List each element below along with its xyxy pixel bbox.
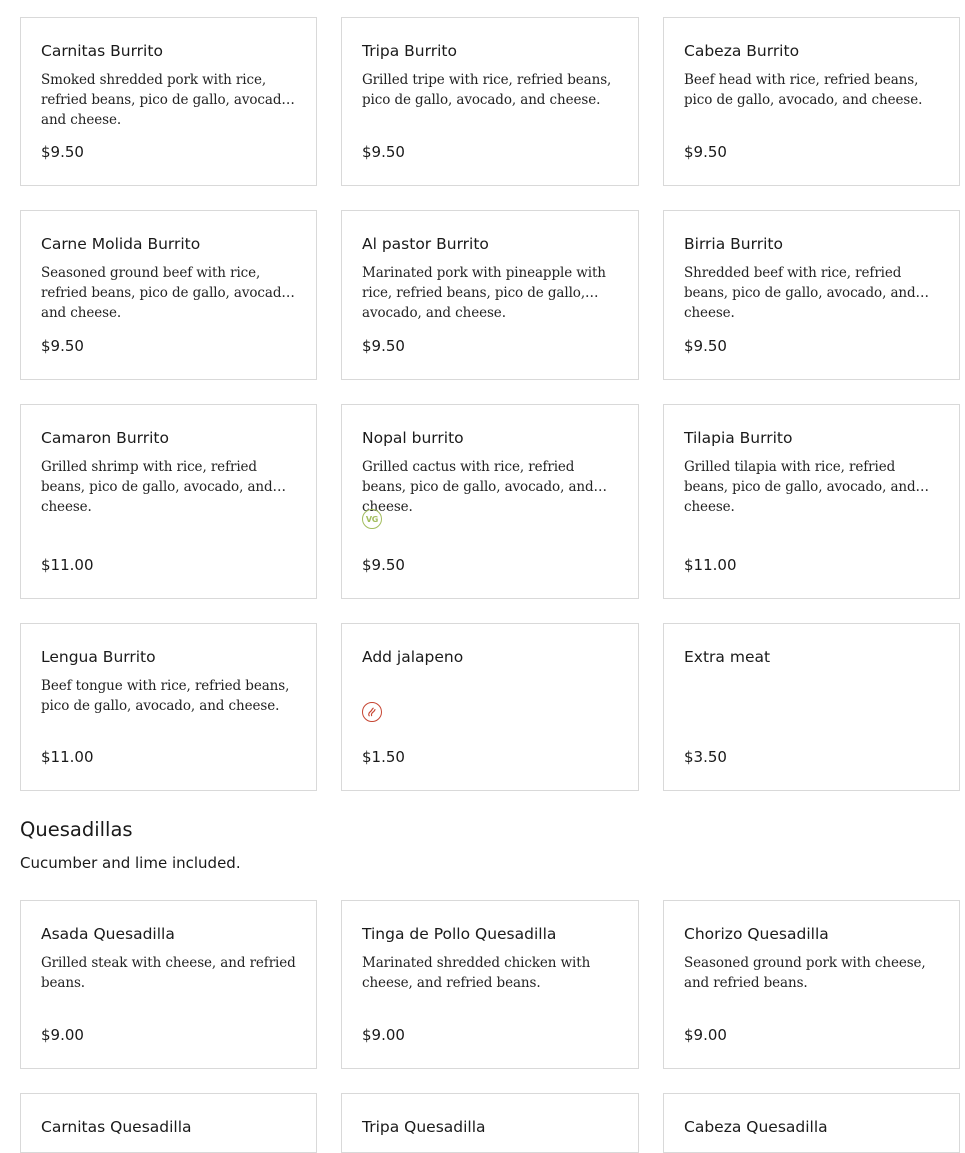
menu-item-card[interactable] <box>341 17 639 186</box>
item-description: Grilled cactus with rice, refried beans, pico de gallo, avocado, and cheese. <box>362 459 594 515</box>
item-name: Camaron Burrito <box>41 429 169 447</box>
item-description: Grilled steak with cheese, and refried beans. <box>41 955 296 991</box>
item-description: Grilled tripe with rice, refried beans, pico de gallo, avocado, and cheese. <box>362 72 612 108</box>
section-description: Cucumber and lime included. <box>20 854 241 872</box>
item-name: Tripa Quesadilla <box>362 1118 486 1136</box>
burrito-menu-grid <box>20 17 960 791</box>
item-price: $9.00 <box>684 1026 727 1044</box>
item-price: $3.50 <box>684 748 727 766</box>
menu-item-card[interactable] <box>20 210 317 380</box>
menu-item-card[interactable] <box>341 900 639 1069</box>
item-name: Cabeza Burrito <box>684 42 800 60</box>
item-price: $11.00 <box>41 748 94 766</box>
item-description: Beef head with rice, refried beans, pico de gallo, avocado, and cheese. <box>684 72 923 108</box>
item-price: $9.50 <box>41 337 84 355</box>
item-name: Al pastor Burrito <box>362 235 489 253</box>
item-name: Tripa Burrito <box>362 42 457 60</box>
vegan-badge-label: VG <box>365 514 379 524</box>
item-description: Smoked shredded pork with rice, refried beans, pico de gallo, avocado, and cheese. <box>41 72 294 128</box>
menu-item-card[interactable] <box>20 623 317 791</box>
menu-item-card[interactable] <box>341 210 639 380</box>
item-price: $9.50 <box>362 556 405 574</box>
item-name: Extra meat <box>684 648 771 666</box>
menu-item-card[interactable] <box>20 1093 317 1153</box>
item-name: Carnitas Burrito <box>41 42 163 60</box>
item-name: Add jalapeno <box>362 648 464 666</box>
item-description: Seasoned ground beef with rice, refried beans, pico de gallo, avocado, and cheese. <box>41 265 294 321</box>
spicy-pepper-icon <box>362 702 382 722</box>
item-price: $9.00 <box>41 1026 84 1044</box>
item-description: Seasoned ground pork with cheese, and refried beans. <box>684 955 926 991</box>
section-title: Quesadillas <box>20 818 133 841</box>
item-description: Grilled shrimp with rice, refried beans, pico de gallo, avocado, and cheese. <box>41 459 273 515</box>
item-description: Grilled tilapia with rice, refried beans, pico de gallo, avocado, and cheese. <box>684 459 916 515</box>
item-description: Shredded beef with rice, refried beans, pico de gallo, avocado, and cheese. <box>684 265 916 321</box>
item-price: $11.00 <box>684 556 737 574</box>
item-name: Asada Quesadilla <box>41 925 175 943</box>
item-description: Beef tongue with rice, refried beans, pico de gallo, avocado, and cheese. <box>41 678 290 714</box>
menu-item-card[interactable] <box>663 1093 960 1153</box>
menu-item-card[interactable] <box>341 623 639 791</box>
item-price: $9.50 <box>362 143 405 161</box>
item-name: Carne Molida Burrito <box>41 235 201 253</box>
item-description: Marinated shredded chicken with cheese, and refried beans. <box>362 955 591 991</box>
menu-item-card[interactable] <box>20 404 317 599</box>
item-name: Carnitas Quesadilla <box>41 1118 192 1136</box>
item-name: Birria Burrito <box>684 235 783 253</box>
item-price: $9.50 <box>684 337 727 355</box>
menu-item-card[interactable] <box>663 404 960 599</box>
quesadilla-menu-grid <box>20 900 960 1153</box>
vegan-badge-icon <box>362 509 382 529</box>
item-name: Tilapia Burrito <box>684 429 793 447</box>
item-name: Tinga de Pollo Quesadilla <box>362 925 557 943</box>
item-price: $9.00 <box>362 1026 405 1044</box>
menu-item-card[interactable] <box>20 17 317 186</box>
item-price: $9.50 <box>41 143 84 161</box>
item-price: $9.50 <box>684 143 727 161</box>
item-name: Lengua Burrito <box>41 648 156 666</box>
item-name: Chorizo Quesadilla <box>684 925 829 943</box>
menu-item-card[interactable] <box>663 210 960 380</box>
pepper-glyph-icon <box>366 706 378 718</box>
menu-item-card[interactable] <box>341 1093 639 1153</box>
menu-item-card[interactable] <box>20 900 317 1069</box>
item-price: $1.50 <box>362 748 405 766</box>
item-name: Cabeza Quesadilla <box>684 1118 828 1136</box>
menu-item-card[interactable] <box>663 17 960 186</box>
item-description: Marinated pork with pineapple with rice, refried beans, pico de gallo, avocado, and cheese. <box>362 265 606 321</box>
item-name: Nopal burrito <box>362 429 464 447</box>
menu-item-card[interactable] <box>341 404 639 599</box>
item-price: $9.50 <box>362 337 405 355</box>
menu-item-card[interactable] <box>663 900 960 1069</box>
menu-item-card[interactable] <box>663 623 960 791</box>
item-price: $11.00 <box>41 556 94 574</box>
